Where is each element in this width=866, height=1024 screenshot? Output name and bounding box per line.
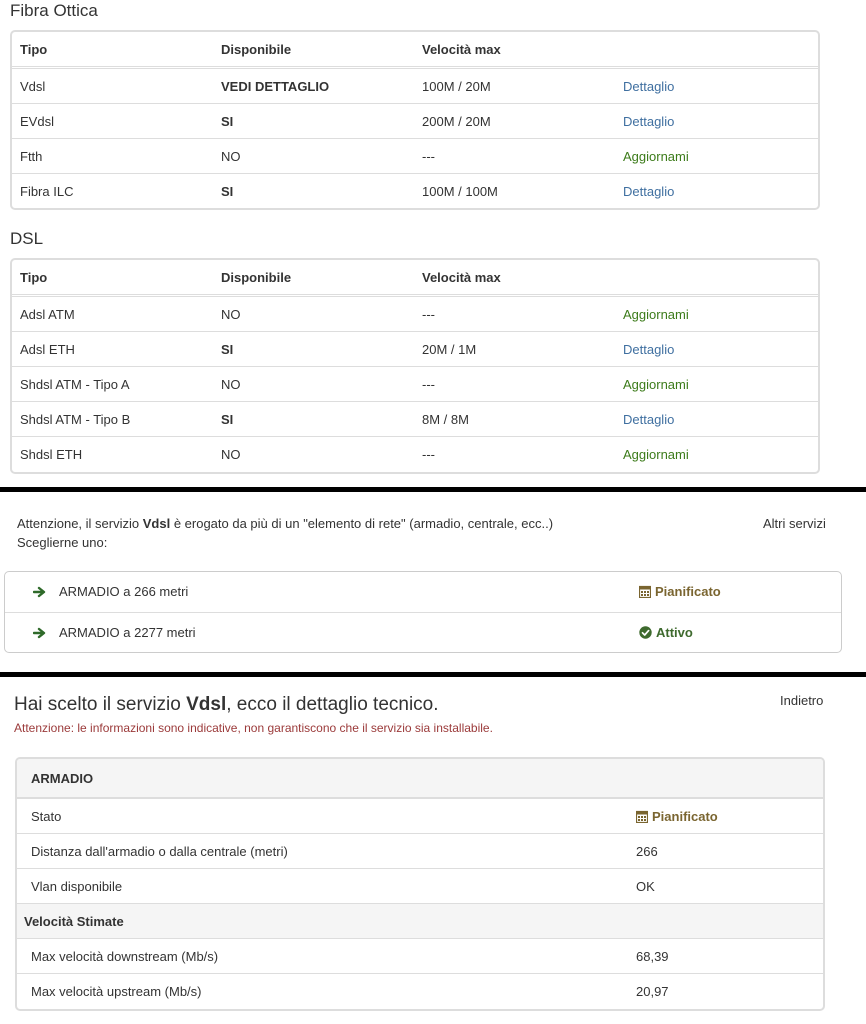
table-row	[12, 296, 818, 331]
armadio-panel	[15, 757, 825, 1011]
table-row	[17, 868, 823, 903]
cell-velocita: 200M / 20M	[422, 114, 491, 129]
calendar-icon	[636, 810, 648, 823]
cell-disponibile: NO	[221, 149, 241, 164]
network-element-list	[4, 571, 842, 653]
cell-velocita: ---	[422, 149, 435, 164]
cell-tipo: Vdsl	[20, 79, 46, 94]
cell-tipo: Shdsl ATM - Tipo A	[20, 377, 130, 392]
table-row	[12, 366, 818, 401]
header-tipo: Tipo	[20, 270, 48, 285]
dettaglio-link[interactable]: Dettaglio	[623, 184, 675, 199]
detail-warning: Attenzione: le informazioni sono indicative, non garantiscono che il servizio sia installabile.	[14, 721, 493, 735]
element-label: ARMADIO a 266 metri	[59, 584, 189, 599]
cell-velocita: ---	[422, 447, 435, 462]
cell-velocita: 100M / 100M	[422, 184, 498, 199]
table-row	[17, 938, 823, 973]
dsl-section-title: DSL	[10, 229, 44, 248]
aggiornami-link[interactable]: Aggiornami	[623, 447, 689, 462]
notice-line-1	[17, 516, 553, 531]
panel-title: ARMADIO	[31, 771, 94, 786]
cell-tipo: Shdsl ETH	[20, 447, 83, 462]
cell-velocita: ---	[422, 307, 435, 322]
check-circle-icon	[639, 626, 652, 639]
altri-servizi-link[interactable]: Altri servizi	[763, 516, 826, 531]
table-row	[12, 173, 818, 208]
notice-text-post: è erogato da più di un "elemento di rete" (armadio, centrale, ecc..)	[170, 516, 554, 531]
dsl-table	[10, 258, 820, 474]
cell-velocita: 20M / 1M	[422, 342, 477, 357]
table-row	[17, 833, 823, 868]
vlan-value: OK	[636, 879, 655, 894]
indietro-link[interactable]: Indietro	[780, 693, 824, 708]
stato-value	[636, 799, 718, 834]
dettaglio-link[interactable]: Dettaglio	[623, 79, 675, 94]
detail-title-service: Vdsl	[186, 694, 227, 715]
dettaglio-link[interactable]: Dettaglio	[623, 342, 675, 357]
cell-tipo: Fibra ILC	[20, 184, 74, 199]
downstream-value: 68,39	[636, 949, 669, 964]
status-badge	[639, 572, 721, 612]
cell-tipo: Adsl ATM	[20, 307, 75, 322]
notice-text-pre: Attenzione, il servizio	[17, 516, 143, 531]
table-row	[12, 103, 818, 138]
header-tipo: Tipo	[20, 42, 48, 57]
table-row	[12, 401, 818, 436]
distanza-label: Distanza dall'armadio o dalla centrale (metri)	[31, 844, 288, 859]
cell-disponibile[interactable]: VEDI DETTAGLIO	[221, 79, 330, 94]
stato-text: Pianificato	[652, 809, 718, 824]
aggiornami-link[interactable]: Aggiornami	[623, 377, 689, 392]
detail-title-pre: Hai scelto il servizio	[14, 694, 187, 715]
section-header	[17, 903, 823, 938]
downstream-label: Max velocità downstream (Mb/s)	[31, 949, 219, 964]
notice-line-2: Sceglierne uno:	[17, 535, 108, 550]
cell-velocita: 8M / 8M	[422, 412, 469, 427]
status-text: Pianificato	[655, 584, 721, 599]
header-velocita: Velocità max	[422, 270, 501, 285]
cell-tipo: Ftth	[20, 149, 43, 164]
separator-bar	[0, 672, 866, 677]
table-header-row	[12, 32, 818, 67]
cell-disponibile: SI	[221, 114, 234, 129]
table-row	[12, 436, 818, 471]
header-velocita: Velocità max	[422, 42, 501, 57]
detail-title	[14, 694, 439, 716]
table-row	[12, 68, 818, 103]
status-text: Attivo	[656, 625, 693, 640]
arrow-right-icon	[33, 627, 47, 639]
upstream-label: Max velocità upstream (Mb/s)	[31, 984, 202, 999]
distanza-value: 266	[636, 844, 658, 859]
cell-disponibile: SI	[221, 184, 234, 199]
section-title: Velocità Stimate	[24, 914, 124, 929]
fibra-table	[10, 30, 820, 210]
list-item[interactable]	[5, 612, 841, 652]
header-disponibile: Disponibile	[221, 42, 292, 57]
cell-disponibile: SI	[221, 412, 234, 427]
aggiornami-link[interactable]: Aggiornami	[623, 307, 689, 322]
stato-label: Stato	[31, 809, 62, 824]
table-row	[17, 973, 823, 1008]
cell-tipo: Adsl ETH	[20, 342, 75, 357]
separator-bar	[0, 487, 866, 492]
notice-service: Vdsl	[142, 516, 171, 531]
cell-velocita: ---	[422, 377, 435, 392]
arrow-right-icon	[33, 586, 47, 598]
dettaglio-link[interactable]: Dettaglio	[623, 412, 675, 427]
cell-disponibile: SI	[221, 342, 234, 357]
element-label: ARMADIO a 2277 metri	[59, 625, 196, 640]
upstream-value: 20,97	[636, 984, 669, 999]
aggiornami-link[interactable]: Aggiornami	[623, 149, 689, 164]
cell-tipo: EVdsl	[20, 114, 54, 129]
calendar-icon	[639, 585, 651, 598]
panel-header	[17, 759, 823, 798]
list-item[interactable]	[5, 572, 841, 612]
dettaglio-link[interactable]: Dettaglio	[623, 114, 675, 129]
table-row	[17, 798, 823, 833]
vlan-label: Vlan disponibile	[31, 879, 123, 894]
cell-disponibile: NO	[221, 447, 241, 462]
fibra-section-title: Fibra Ottica	[10, 1, 98, 20]
cell-velocita: 100M / 20M	[422, 79, 491, 94]
status-badge	[639, 613, 693, 653]
table-row	[12, 331, 818, 366]
table-row	[12, 138, 818, 173]
header-disponibile: Disponibile	[221, 270, 292, 285]
cell-tipo: Shdsl ATM - Tipo B	[20, 412, 131, 427]
table-header-row	[12, 260, 818, 295]
cell-disponibile: NO	[221, 377, 241, 392]
cell-disponibile: NO	[221, 307, 241, 322]
detail-title-post: , ecco il dettaglio tecnico.	[226, 694, 439, 715]
